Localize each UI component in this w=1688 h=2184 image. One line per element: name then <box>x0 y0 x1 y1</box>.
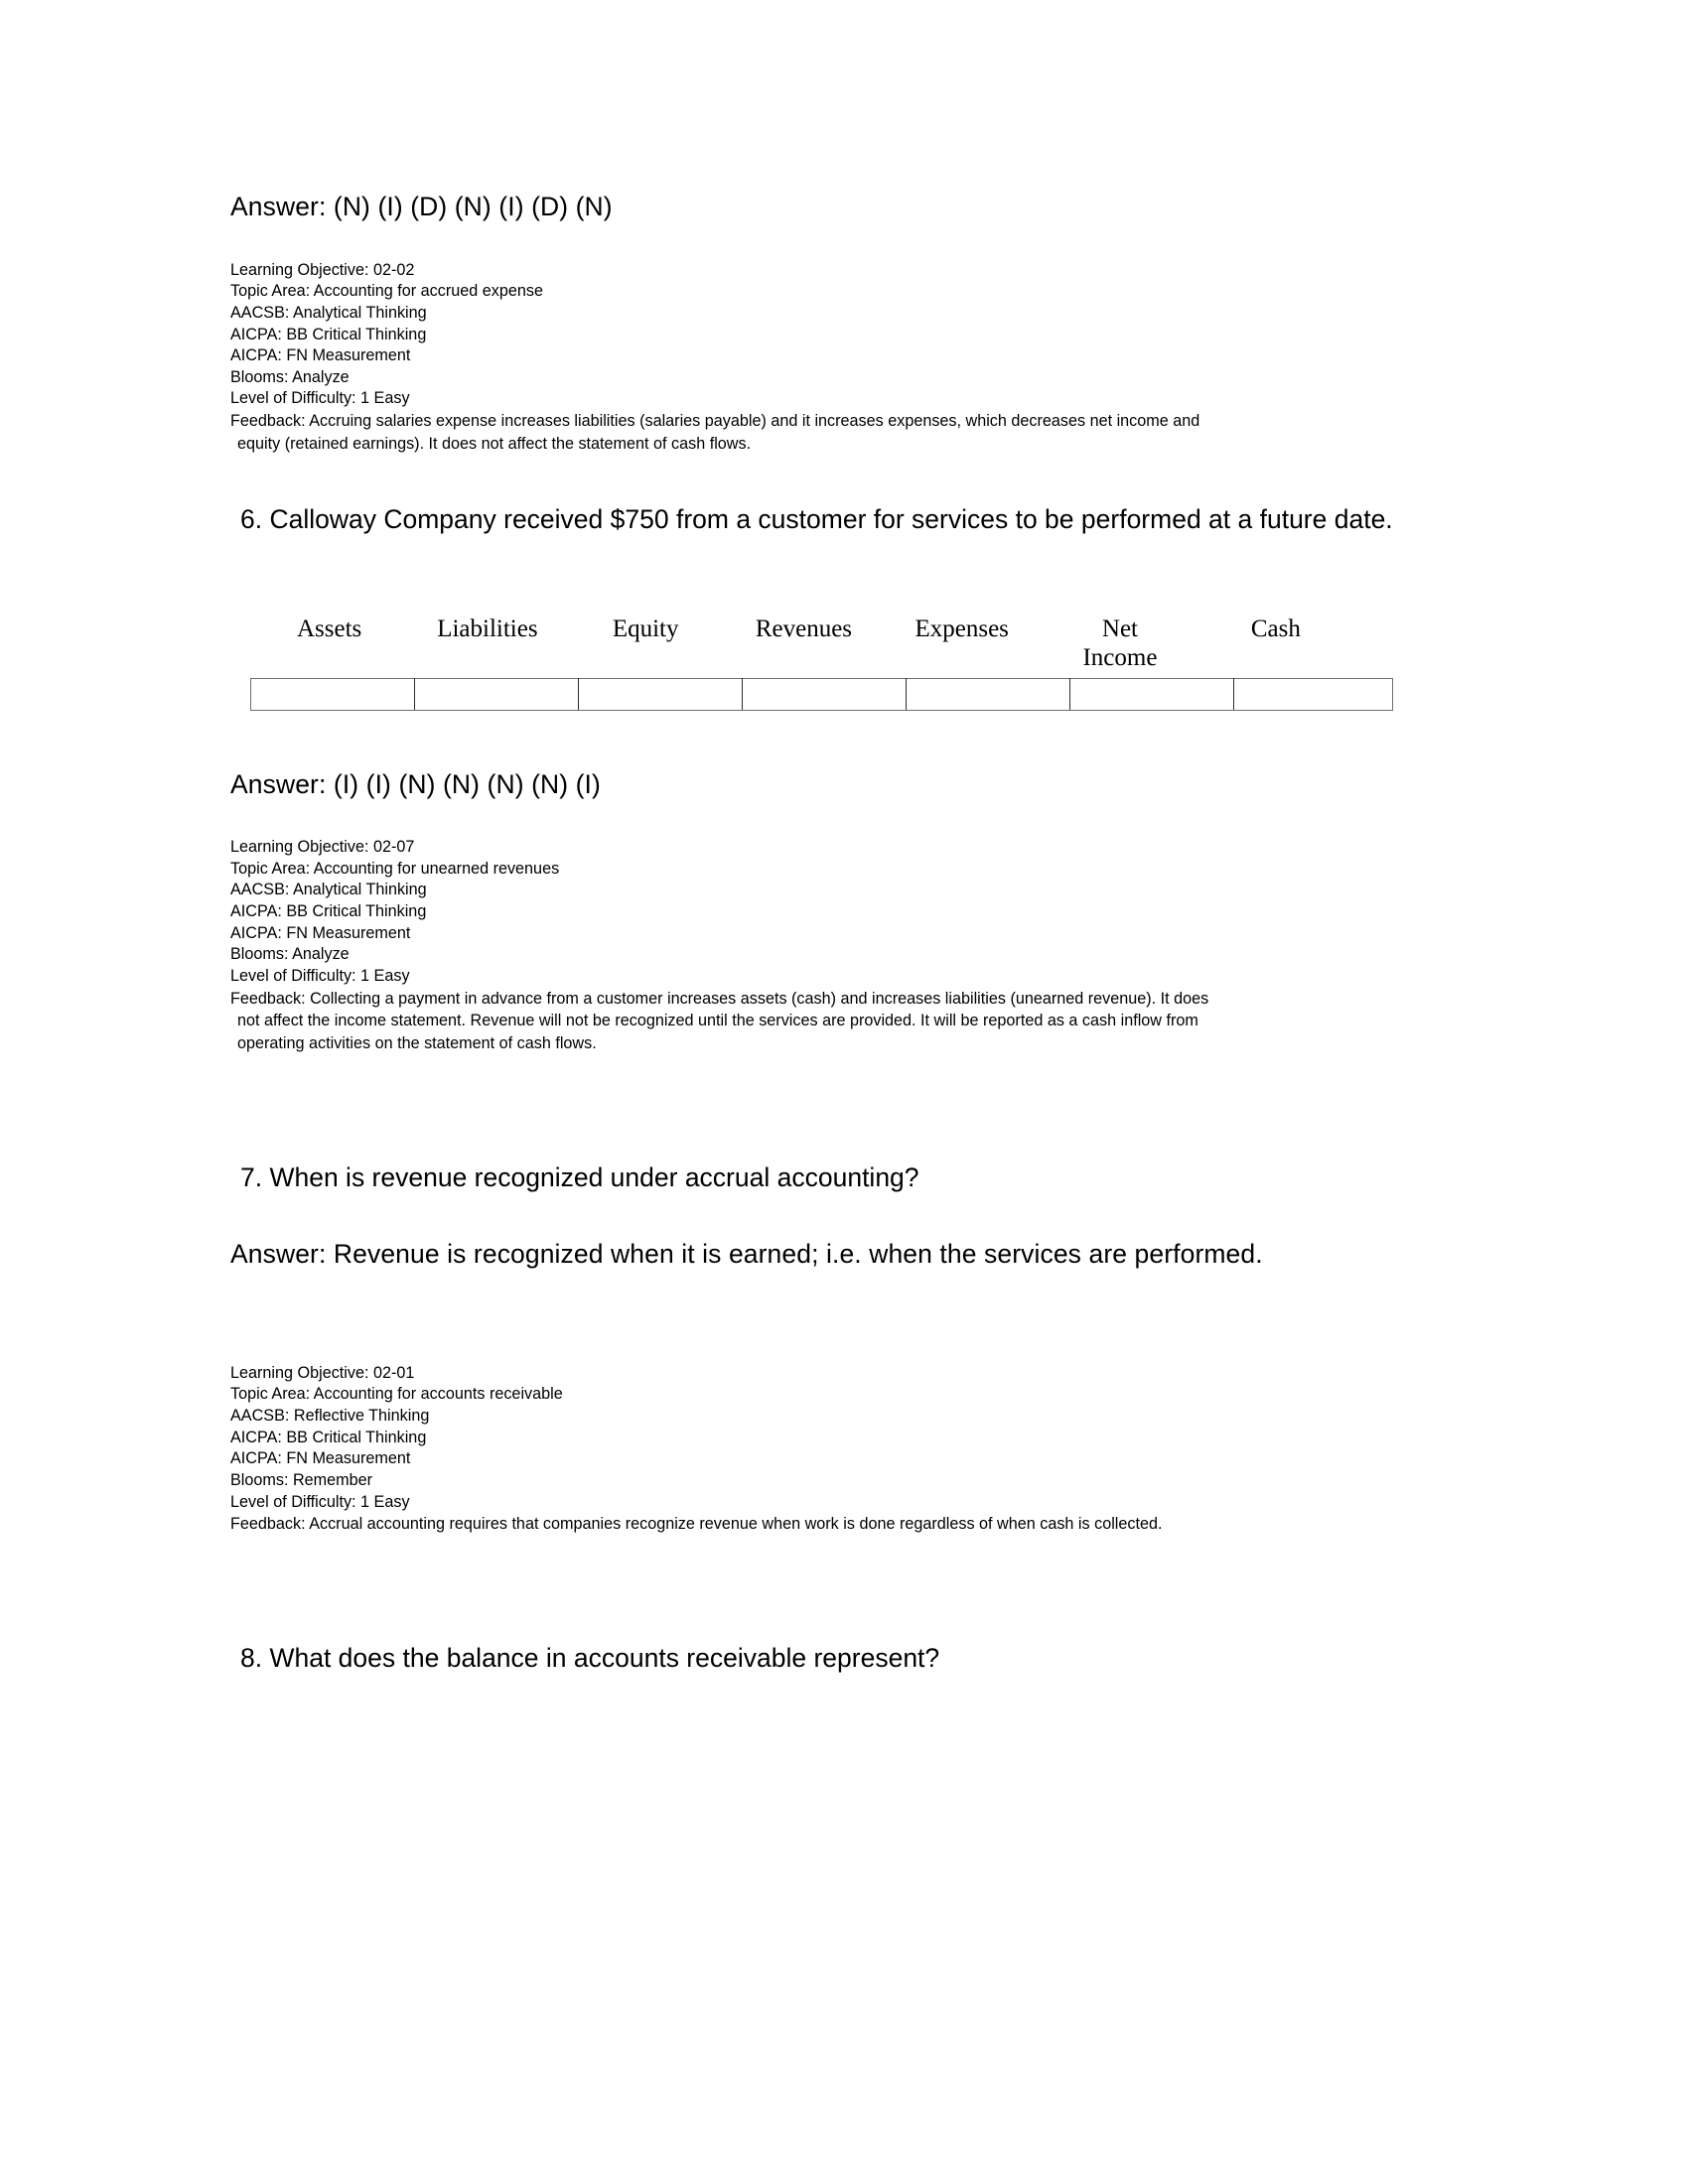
meta-aacsb: AACSB: Analytical Thinking <box>230 881 427 899</box>
meta-level-of-difficulty: Level of Difficulty: 1 Easy <box>230 1492 410 1511</box>
spacer <box>230 803 1462 837</box>
meta-aicpa-fn: AICPA: FN Measurement <box>230 923 411 942</box>
spacer <box>230 1274 1462 1363</box>
spacer <box>230 455 1462 500</box>
effects-header-revenues: Revenues <box>755 615 853 643</box>
question-7-text: 7. When is revenue recognized under accrual accounting? <box>240 1161 919 1192</box>
meta-aicpa-bb: AICPA: BB Critical Thinking <box>230 902 427 921</box>
q5-feedback-line-2: equity (retained earnings). It does not affect the statement of cash flows. <box>237 434 752 453</box>
effects-header-net-income: Net Income <box>1082 615 1158 672</box>
spacer <box>230 711 1462 766</box>
q7-metadata-block <box>230 1363 1462 1536</box>
effects-header-expenses: Expenses <box>914 615 1009 643</box>
meta-blooms: Blooms: Analyze <box>230 367 350 386</box>
meta-aacsb: AACSB: Analytical Thinking <box>230 303 427 322</box>
q6-feedback-line-2: not affect the income statement. Revenue will not be recognized until the services are provided. It will be reported as a cash inflow from <box>237 1012 1198 1030</box>
meta-topic-area: Topic Area: Accounting for accounts receivable <box>230 1385 563 1404</box>
q7-feedback-line-1: Feedback: Accrual accounting requires that companies recognize revenue when work is done regardless of when cash is collected. <box>230 1515 1163 1534</box>
q5-feedback-line-1: Feedback: Accruing salaries expense increases liabilities (salaries payable) and it increases expenses, which decreases net income and <box>230 412 1200 430</box>
cell-equity[interactable] <box>579 678 743 710</box>
effects-header-equity: Equity <box>612 615 679 643</box>
q6-metadata-block <box>230 837 1462 1054</box>
q6-feedback-line-3: operating activities on the statement of cash flows. <box>237 1033 597 1052</box>
spacer <box>230 1055 1462 1159</box>
meta-learning-objective: Learning Objective: 02-02 <box>230 260 415 279</box>
page-content <box>230 189 1462 1678</box>
meta-aicpa-fn: AICPA: FN Measurement <box>230 346 411 365</box>
cell-expenses[interactable] <box>907 678 1070 710</box>
meta-learning-objective: Learning Objective: 02-07 <box>230 838 415 857</box>
meta-level-of-difficulty: Level of Difficulty: 1 Easy <box>230 966 410 985</box>
effects-header-cash: Cash <box>1250 615 1301 643</box>
effects-answer-grid <box>250 678 1393 711</box>
q5-metadata-block <box>230 260 1462 456</box>
question-6-text: 6. Calloway Company received $750 from a customer for services to be performed at a future date. <box>240 504 1393 535</box>
meta-blooms: Blooms: Remember <box>230 1470 373 1489</box>
cell-net-income[interactable] <box>1070 678 1234 710</box>
meta-level-of-difficulty: Level of Difficulty: 1 Easy <box>230 389 410 408</box>
cell-cash[interactable] <box>1234 678 1393 710</box>
effects-table-header-row <box>250 614 1352 673</box>
meta-aicpa-fn: AICPA: FN Measurement <box>230 1449 411 1468</box>
meta-topic-area: Topic Area: Accounting for accrued expense <box>230 282 543 301</box>
cell-assets[interactable] <box>251 678 415 710</box>
spacer <box>230 1196 1462 1236</box>
cell-liabilities[interactable] <box>415 678 579 710</box>
question-8-text: 8. What does the balance in accounts receivable represent? <box>240 1642 940 1673</box>
q6-feedback-line-1: Feedback: Collecting a payment in advance from a customer increases assets (cash) and increases liabilities (unearned revenue). It does <box>230 989 1209 1008</box>
meta-aicpa-bb: AICPA: BB Critical Thinking <box>230 325 427 343</box>
meta-blooms: Blooms: Analyze <box>230 945 350 964</box>
q7-answer-line: Answer: Revenue is recognized when it is earned; i.e. when the services are performed. <box>230 1239 1263 1270</box>
table-row <box>251 678 1393 710</box>
spacer <box>230 226 1462 260</box>
q6-answer-line: Answer: (I) (I) (N) (N) (N) (N) (I) <box>230 768 601 799</box>
cell-revenues[interactable] <box>743 678 907 710</box>
meta-topic-area: Topic Area: Accounting for unearned revenues <box>230 859 560 878</box>
effects-header-assets: Assets <box>296 615 362 643</box>
spacer <box>230 539 1462 614</box>
meta-aacsb: AACSB: Reflective Thinking <box>230 1407 430 1426</box>
meta-aicpa-bb: AICPA: BB Critical Thinking <box>230 1428 427 1446</box>
q5-answer-line: Answer: (N) (I) (D) (N) (I) (D) (N) <box>230 192 613 221</box>
effects-header-liabilities: Liabilities <box>437 615 538 643</box>
meta-learning-objective: Learning Objective: 02-01 <box>230 1363 415 1382</box>
financial-effects-table <box>250 614 1352 711</box>
spacer <box>230 1536 1462 1639</box>
